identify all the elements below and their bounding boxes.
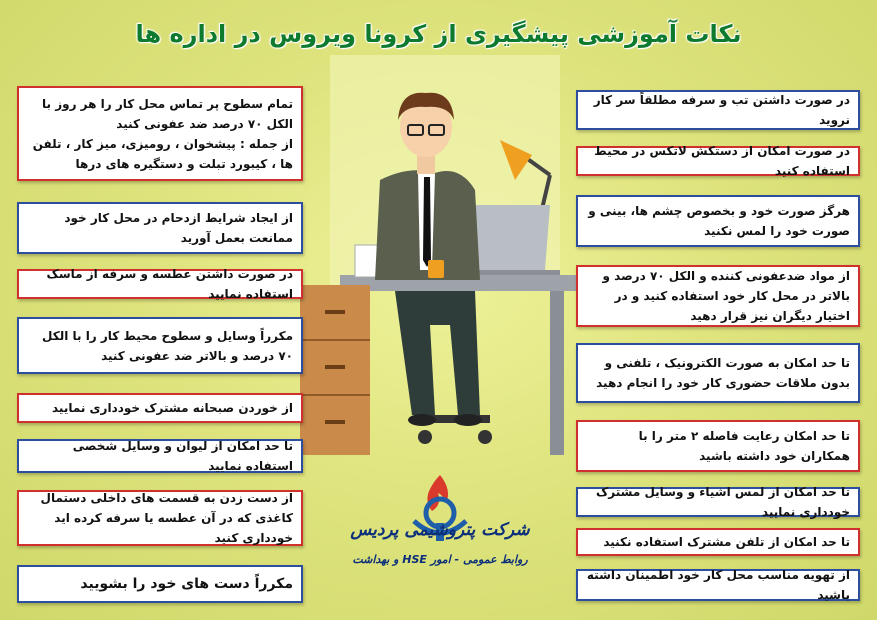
note-left-2	[17, 202, 303, 254]
note-right-1	[576, 90, 860, 130]
note-text: در صورت امکان از دستکش لاتکس در محیط استفاده کنید	[594, 144, 850, 178]
note-text: مکرراً وسایل و سطوح محیط کار را با الکل ۷۰ درصد و بالاتر ضد عفونی کنید	[42, 328, 293, 363]
note-text: در صورت داشتن عطسه و سرفه از ماسک استفاده نمایید	[46, 267, 293, 301]
note-text: مکرراً دست های خود را بشویید	[80, 576, 293, 592]
note-text: از تهویه مناسب محل کار خود اطمینان داشته باشید	[586, 568, 850, 602]
company-name: شرکت پتروشیمی پردیس	[350, 520, 530, 540]
note-left-1	[17, 86, 303, 181]
company-department: روابط عمومی - امور HSE و بهداشت	[352, 553, 528, 566]
note-right-6	[576, 420, 860, 472]
desk-leg	[550, 291, 564, 455]
note-text: تا حد امکان به صورت الکترونیک ، تلفنی و بدون ملاقات حضوری کار خود را انجام دهید	[596, 356, 850, 390]
note-left-3	[17, 269, 303, 299]
note-text: از دست زدن به قسمت های داخلی دستمال کاغذی که در آن عطسه یا سرفه کرده اید خودداری کنید	[40, 491, 293, 545]
note-text: تا حد امکان از لمس اشیاء و وسایل مشترک خودداری نمایید	[595, 485, 850, 519]
note-right-8	[576, 528, 860, 556]
note-text: در صورت داشتن تب و سرفه مطلقاً سر کار نروید	[593, 93, 850, 127]
note-text: تا حد امکان از لیوان و وسایل شخصی استفاده نمایید	[72, 439, 293, 473]
note-left-6	[17, 439, 303, 473]
note-text: تا حد امکان رعایت فاصله ۲ متر را با همکاران خود داشته باشید	[638, 429, 850, 463]
note-text-detail: از جمله : پیشخوان ، رومیزی، میز کار ، تلفن ها ، کیبورد تبلت و دستگیره های درها	[32, 136, 293, 171]
note-right-7	[576, 487, 860, 517]
person-tie	[423, 177, 431, 267]
note-text: از خوردن صبحانه مشترک خودداری نمایید	[51, 401, 293, 415]
note-left-7	[17, 490, 303, 546]
note-right-2	[576, 146, 860, 176]
note-text: تمام سطوح پر تماس محل کار را هر روز با الکل ۷۰ درصد ضد عفونی کنید	[42, 96, 293, 131]
note-right-3	[576, 195, 860, 247]
page-title: نکات آموزشی پیشگیری از کرونا ویروس در اداره ها	[135, 20, 742, 48]
office-illustration	[300, 55, 590, 455]
note-left-5	[17, 393, 303, 423]
mug	[428, 260, 444, 278]
note-text: از ایجاد شرایط ازدحام در محل کار خود ممانعت بعمل آورید	[64, 211, 293, 245]
note-text: از مواد ضدعفونی کننده و الکل ۷۰ درصد و بالاتر در محل کار خود استفاده کنید و در اختیار دیگران نیز قرار دهید	[602, 269, 850, 323]
note-right-4	[576, 265, 860, 327]
note-left-8	[17, 565, 303, 603]
shoes	[408, 414, 436, 426]
note-text: هرگز صورت خود و بخصوص چشم ها، بینی و صورت خود را لمس نکنید	[588, 204, 850, 238]
note-text: تا حد امکان از تلفن مشترک استفاده نکنید	[603, 535, 850, 549]
note-right-5	[576, 343, 860, 403]
note-left-4	[17, 317, 303, 374]
person-legs	[395, 291, 480, 415]
note-right-9	[576, 569, 860, 601]
